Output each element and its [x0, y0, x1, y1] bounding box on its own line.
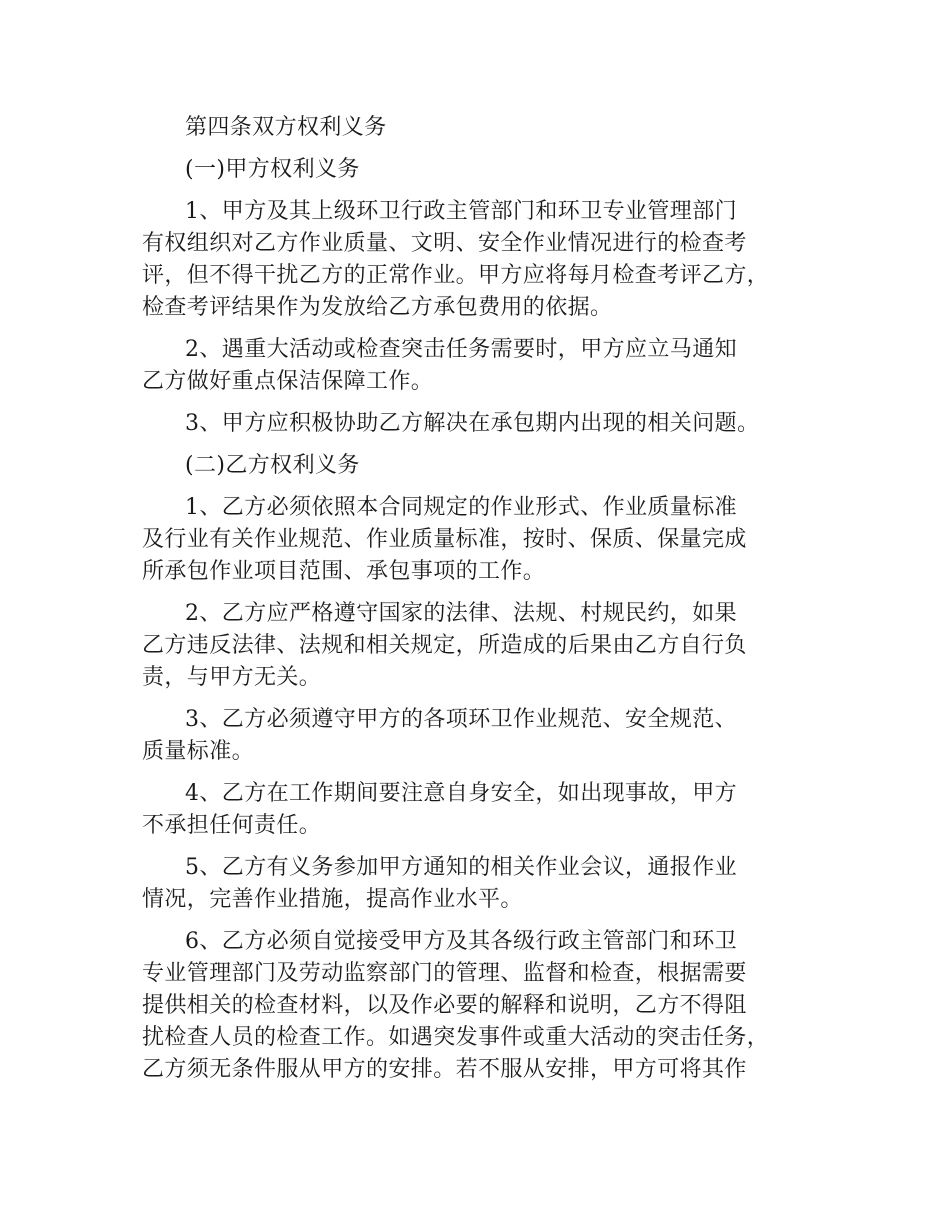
- section-title-party-a: (一)甲方权利义务: [185, 157, 360, 182]
- clause-line: 专业管理部门及劳动监察部门的管理、监督和检查，根据需要: [142, 961, 747, 986]
- clause-line: 1、乙方必须依照本合同规定的作业形式、作业质量标准: [185, 495, 737, 520]
- clause-line: 情况，完善作业措施，提高作业水平。: [142, 887, 523, 912]
- section-title-party-b: (二)乙方权利义务: [185, 453, 360, 478]
- clause-party-a-1: [142, 196, 842, 324]
- clause-line: 检查考评结果作为发放给乙方承包费用的依据。: [142, 295, 613, 320]
- clause-line: 所承包作业项目范围、承包事项的工作。: [142, 559, 546, 584]
- clause-line: 不承担任何责任。: [142, 813, 322, 838]
- clause-line: 3、乙方必须遵守甲方的各项环卫作业规范、安全规范、: [185, 707, 737, 732]
- clause-line: 及行业有关作业规范、作业质量标准，按时、保质、保量完成: [142, 527, 747, 552]
- clause-line: 责，与甲方无关。: [142, 665, 322, 690]
- clause-line: 提供相关的检查材料，以及作必要的解释和说明，乙方不得阻: [142, 993, 747, 1018]
- clause-line: 有权组织对乙方作业质量、文明、安全作业情况进行的检查考: [142, 231, 747, 256]
- clause-line: 乙方违反法律、法规和相关规定，所造成的后果由乙方自行负: [142, 633, 747, 658]
- clause-party-b-6: [142, 926, 842, 1086]
- clause-line: 乙方做好重点保洁保障工作。: [142, 369, 434, 394]
- clause-line: 扰检查人员的检查工作。如遇突发事件或重大活动的突击任务，: [142, 1025, 770, 1050]
- clause-party-a-2: [142, 334, 842, 398]
- clause-line: 5、乙方有义务参加甲方通知的相关作业会议，通报作业: [185, 855, 737, 880]
- clause-party-b-1: [142, 492, 842, 588]
- clause-line: 1、甲方及其上级环卫行政主管部门和环卫专业管理部门: [185, 199, 737, 224]
- clause-party-b-2: [142, 598, 842, 694]
- clause-line: 2、遇重大活动或检查突击任务需要时，甲方应立马通知: [185, 337, 737, 362]
- clause-line: 6、乙方必须自觉接受甲方及其各级行政主管部门和环卫: [185, 929, 737, 954]
- article-heading: 第四条双方权利义务: [185, 115, 387, 140]
- clause-party-b-5: [142, 852, 842, 916]
- clause-party-b-3: [142, 704, 842, 768]
- clause-line: 评，但不得干扰乙方的正常作业。甲方应将每月检查考评乙方，: [142, 263, 770, 288]
- clause-line: 4、乙方在工作期间要注意自身安全，如出现事故，甲方: [185, 781, 737, 806]
- clause-line: 3、甲方应积极协助乙方解决在承包期内出现的相关问题。: [185, 411, 760, 436]
- clause-party-a-3: [142, 408, 842, 440]
- clause-line: 乙方须无条件服从甲方的安排。若不服从安排，甲方可将其作: [142, 1057, 747, 1082]
- document-page: [142, 112, 842, 1096]
- clause-party-b-4: [142, 778, 842, 842]
- clause-line: 2、乙方应严格遵守国家的法律、法规、村规民约，如果: [185, 601, 737, 626]
- clause-line: 质量标准。: [142, 739, 255, 764]
